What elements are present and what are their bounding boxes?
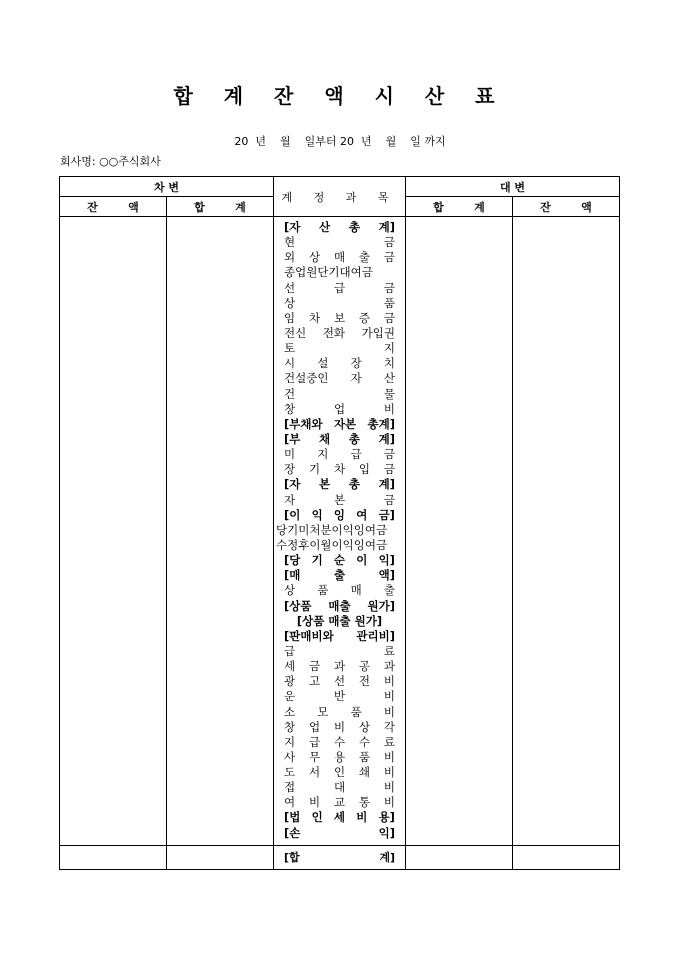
account-name-part: 순 (333, 553, 346, 568)
credit-balance-char: 액 (581, 200, 592, 214)
account-name-part: 용] (378, 810, 395, 825)
account-name-part: 비 (383, 795, 395, 810)
account-row (284, 326, 395, 341)
account-name-part: 비 (356, 810, 368, 825)
account-name-part: 지 (317, 447, 329, 462)
account-row (284, 281, 395, 296)
account-row (284, 795, 395, 810)
account-name-part: 이 (356, 553, 368, 568)
account-name-part: 상 (284, 583, 296, 598)
account-name-part: 품 (317, 583, 329, 598)
debit-sum-char: 합 (194, 200, 205, 214)
account-name-part: 도 (284, 765, 296, 780)
account-name-part: 계] (378, 477, 395, 492)
account-row (284, 493, 395, 508)
account-name-part: 금 (383, 235, 395, 250)
account-row (284, 341, 395, 356)
account-name-part: 급 (333, 280, 346, 295)
account-name-part: 자 (284, 492, 296, 507)
account-list (274, 217, 406, 846)
total-debit-sum[interactable] (167, 845, 274, 869)
account-name-part: 무 (308, 749, 321, 764)
account-row (284, 583, 395, 598)
account-name-part: 비 (383, 704, 395, 719)
account-name-part: 선 (284, 280, 296, 295)
credit-sum-header (406, 197, 513, 217)
debit-sum-column[interactable] (167, 217, 274, 846)
account-name-part: 종업원단기대여금 (284, 265, 373, 280)
total-label-part: 계] (379, 851, 395, 865)
account-name-part: 출 (358, 250, 371, 265)
account-name-part: 입 (358, 462, 371, 477)
account-name-part: 계] (378, 431, 395, 446)
account-name-part: 수 (358, 734, 371, 749)
account-name-part: 가입권 (361, 325, 395, 340)
account-name-part: 기 (308, 462, 321, 477)
account-row (284, 765, 395, 780)
account-row (284, 447, 395, 462)
account-name-part: 품 (350, 704, 362, 719)
account-name-part: 인 (333, 765, 346, 780)
account-name-part: 모 (317, 704, 329, 719)
account-name-part: 고 (308, 674, 321, 689)
credit-header-label: 대 변 (499, 180, 526, 194)
total-credit-sum[interactable] (406, 845, 513, 869)
account-name-part: [자 (284, 477, 301, 492)
account-header: 계 정 과 목 (274, 177, 406, 217)
account-row (284, 750, 395, 765)
account-name-part: 비 (383, 780, 395, 795)
debit-header (60, 177, 274, 197)
account-name-part: 총 (348, 431, 360, 446)
account-name-part: 비 (383, 749, 395, 764)
account-row (284, 356, 395, 371)
account-name-part: 금 (383, 250, 395, 265)
account-name-part: 치 (383, 356, 395, 371)
account-row (284, 432, 395, 447)
account-row (284, 417, 395, 432)
account-name-part: 운 (284, 689, 296, 704)
account-name-part: 출 (383, 583, 395, 598)
account-name-part: 료 (383, 643, 395, 658)
account-row (284, 644, 395, 659)
account-row (284, 296, 395, 311)
account-name-part: [이 (284, 507, 301, 522)
debit-balance-header (60, 197, 167, 217)
account-row (284, 735, 395, 750)
account-name-part: [당 (284, 553, 301, 568)
account-name-part: 세 (333, 810, 346, 825)
account-name-part: 임 (284, 310, 296, 325)
account-name-part: 급 (350, 447, 362, 462)
credit-header (406, 177, 620, 197)
account-name-part: 각 (383, 719, 395, 734)
account-row (284, 235, 395, 250)
account-name-part: 금 (383, 462, 395, 477)
account-name-part: 급 (284, 643, 296, 658)
document-title: 합 계 잔 액 시 산 표 (173, 84, 507, 108)
credit-balance-column[interactable] (513, 217, 620, 846)
account-name-part: 통 (358, 795, 371, 810)
credit-balance-char: 잔 (540, 200, 551, 214)
account-row (284, 402, 395, 417)
account-name-part: [손 (284, 825, 301, 840)
total-label-part: [합 (284, 851, 300, 865)
account-row (284, 599, 395, 614)
account-name-part: 장 (350, 356, 362, 371)
account-name-part: 료 (383, 734, 395, 749)
account-name-part: 총계] (367, 416, 395, 431)
account-name-part: [부 (284, 431, 301, 446)
account-name-part: 보 (333, 310, 346, 325)
account-name-part: 전신 (284, 325, 307, 340)
account-name-part: 잉 (333, 507, 346, 522)
account-name-part: 수 (333, 734, 346, 749)
account-name-part: 창 (284, 719, 296, 734)
account-name-part: [매 (284, 568, 301, 583)
account-name-part: 자본 (333, 416, 357, 431)
account-name-part: 토 (284, 341, 296, 356)
account-name-part: 상 (308, 250, 321, 265)
account-row (284, 780, 395, 795)
account-name-part: 본 (319, 477, 331, 492)
account-name-part: 익 (311, 507, 323, 522)
account-row (284, 265, 395, 280)
account-name-part: 금 (308, 659, 321, 674)
period-line: 20 년 월 일부터 20 년 월 일 까지 (234, 135, 446, 148)
account-name-part: 장 (284, 462, 296, 477)
account-name-part: 세 (284, 659, 296, 674)
account-name-part: 비 (383, 674, 395, 689)
account-name-part: 비 (383, 401, 395, 416)
account-name-part: 전 (358, 674, 371, 689)
account-row (284, 371, 395, 386)
credit-sum-column[interactable] (406, 217, 513, 846)
account-name-part: 지 (383, 341, 395, 356)
account-row (284, 508, 395, 523)
account-name-part: 매 (350, 583, 362, 598)
account-name-part: 쇄 (358, 765, 371, 780)
account-name-part: 인 (311, 810, 323, 825)
account-row (284, 311, 395, 326)
account-name-part: 본 (333, 492, 346, 507)
account-name-part: 과 (333, 659, 346, 674)
account-row (284, 705, 395, 720)
account-name-part: 출 (333, 568, 346, 583)
account-name-part: [법 (284, 810, 301, 825)
account-name-part: 물 (383, 386, 395, 401)
account-name-part: 익] (378, 553, 395, 568)
account-name-part: 금] (378, 507, 395, 522)
account-name-part: 반 (333, 689, 346, 704)
account-name-part: 공 (358, 659, 371, 674)
account-name-part: 과 (383, 659, 395, 674)
account-name-part: 사 (284, 749, 296, 764)
account-name-part: 채 (319, 431, 331, 446)
account-row (284, 614, 395, 629)
account-name-part: 전화 (322, 325, 346, 340)
account-row (284, 659, 395, 674)
account-name-part: 산 (383, 371, 395, 386)
account-name-part: 미 (284, 447, 296, 462)
account-row (284, 810, 395, 825)
debit-sum-header (167, 197, 274, 217)
total-credit-balance[interactable] (513, 845, 620, 869)
account-name-part: 시 (284, 356, 296, 371)
account-name-part: 자 (350, 371, 362, 386)
account-name-part: 당기미처분이익잉여금 (276, 522, 388, 537)
account-name-part: [자 (284, 220, 301, 234)
account-name-part: 총 (348, 220, 360, 234)
account-row (284, 826, 395, 841)
account-name-part: 대 (333, 780, 346, 795)
credit-sum-char: 합 (433, 200, 444, 214)
account-name-part: 비 (383, 765, 395, 780)
debit-sum-char: 계 (235, 200, 246, 214)
account-name-part: 계] (378, 220, 395, 234)
total-debit-balance[interactable] (60, 845, 167, 869)
account-name-part: 여 (356, 507, 368, 522)
account-name-part: 용 (333, 749, 346, 764)
account-name-part: 원가] (367, 598, 395, 613)
account-name-part: 상 (284, 295, 296, 310)
debit-balance-char: 잔 (87, 200, 98, 214)
account-name-part: 건 (284, 386, 296, 401)
account-name-part: 금 (383, 492, 395, 507)
debit-balance-column[interactable] (60, 217, 167, 846)
account-name-part: 설 (317, 356, 329, 371)
account-row (284, 462, 395, 477)
account-name-part: 매출 (328, 598, 351, 613)
account-name-part: 품 (358, 749, 371, 764)
account-row (276, 538, 403, 553)
account-name-part: 소 (284, 704, 296, 719)
account-name-part: 수정후이월이익잉여금 (276, 537, 388, 552)
account-name-part: 창 (284, 401, 296, 416)
account-name-part: 광 (284, 674, 296, 689)
account-row (284, 387, 395, 402)
account-name-part: [상품 매출 원가] (296, 613, 383, 628)
account-row (284, 568, 395, 583)
account-row (284, 720, 395, 735)
account-name-part: 여 (284, 795, 296, 810)
account-name-part: 액] (378, 568, 395, 583)
account-name-part: 금 (383, 310, 395, 325)
account-name-part: 관리비] (356, 628, 395, 643)
debit-balance-char: 액 (128, 200, 139, 214)
account-name-part: 금 (383, 280, 395, 295)
account-row (284, 250, 395, 265)
account-name-part: 산 (319, 220, 331, 234)
account-name-part: 비 (383, 689, 395, 704)
account-name-part: 지 (284, 734, 296, 749)
account-row (284, 629, 395, 644)
account-name-part: 업 (308, 719, 321, 734)
account-name-part: 비 (333, 719, 346, 734)
trial-balance-table (59, 176, 620, 870)
account-row (284, 220, 395, 235)
account-name-part: 증 (358, 310, 371, 325)
account-name-part: 서 (308, 765, 321, 780)
account-name-part: 선 (333, 674, 346, 689)
account-name-part: 차 (333, 462, 346, 477)
account-name-part: 교 (333, 795, 346, 810)
total-label (274, 845, 406, 869)
account-name-part: [상품 (284, 598, 312, 613)
credit-sum-char: 계 (474, 200, 485, 214)
credit-balance-header (513, 197, 620, 217)
account-name-part: 차 (308, 310, 321, 325)
account-name-part: 총 (348, 477, 360, 492)
account-name-part: 매 (333, 250, 346, 265)
account-name-part: 익] (378, 825, 395, 840)
account-name-part: 상 (358, 719, 371, 734)
account-name-part: 비 (308, 795, 321, 810)
account-row (284, 689, 395, 704)
account-name-part: 기 (311, 553, 323, 568)
account-row (284, 674, 395, 689)
account-row (284, 477, 395, 492)
account-row (284, 553, 395, 568)
account-name-part: 업 (333, 401, 346, 416)
account-name-part: 접 (284, 780, 296, 795)
account-name-part: 품 (383, 295, 395, 310)
account-name-part: 외 (284, 250, 296, 265)
account-name-part: [부채와 (284, 416, 323, 431)
account-name-part: 급 (308, 734, 321, 749)
debit-header-label: 차 변 (153, 180, 180, 194)
account-name-part: 현 (284, 235, 296, 250)
account-name-part: [판매비와 (284, 628, 334, 643)
company-name: 회사명: ○○주식회사 (60, 155, 161, 168)
account-name-part: 금 (383, 447, 395, 462)
account-name-part: 건설중인 (284, 371, 329, 386)
account-row (276, 523, 403, 538)
